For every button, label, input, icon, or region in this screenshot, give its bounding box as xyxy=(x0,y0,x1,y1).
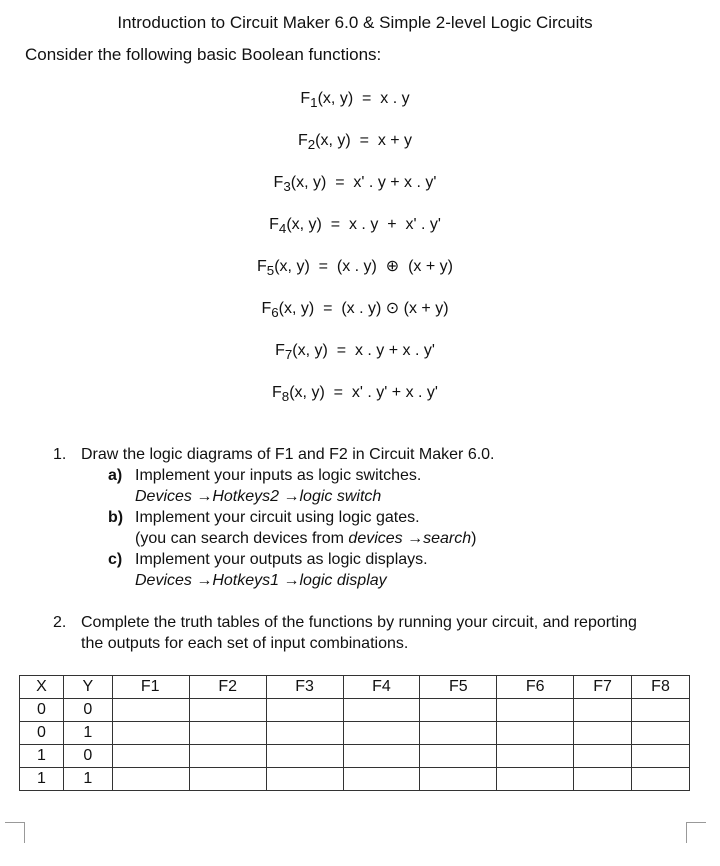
cell-f1 xyxy=(112,768,189,791)
function-2: $F_2(x$, y) = x + y xyxy=(297,132,413,153)
cell-f1 xyxy=(112,699,189,722)
header-x: X xyxy=(20,676,64,699)
header-f3: F3 xyxy=(266,676,343,699)
cell-f1 xyxy=(112,722,189,745)
cell-x: 0 xyxy=(20,699,64,722)
item-line: Implement your inputs as logic switches. xyxy=(135,467,422,484)
cell-f6 xyxy=(497,722,574,745)
cell-f5 xyxy=(420,699,497,722)
header-f7: F7 xyxy=(574,676,632,699)
function-1: $F_1(x$, y) = x . y xyxy=(300,90,410,111)
question-1-text: Draw the logic diagrams of F1 and F2 in Circuit Maker 6.0. xyxy=(81,446,495,463)
function-list xyxy=(0,86,710,422)
cell-f3 xyxy=(266,699,343,722)
cell-f2 xyxy=(189,699,266,722)
cell-f7 xyxy=(574,699,632,722)
cell-f7 xyxy=(574,768,632,791)
cell-f2 xyxy=(189,768,266,791)
function-7: $F_7(x$, y) = x . y + x . y' xyxy=(275,342,435,363)
cell-y: 0 xyxy=(63,699,112,722)
cell-f8 xyxy=(632,722,690,745)
cell-f4 xyxy=(343,699,420,722)
cell-f4 xyxy=(343,745,420,768)
cell-f3 xyxy=(266,745,343,768)
cell-f5 xyxy=(420,768,497,791)
header-y: Y xyxy=(63,676,112,699)
question-1-number: 1. xyxy=(53,446,67,463)
table-header-row xyxy=(20,676,690,699)
cell-f6 xyxy=(497,768,574,791)
cell-x: 1 xyxy=(20,745,64,768)
table-row xyxy=(20,745,690,768)
header-f4: F4 xyxy=(343,676,420,699)
item-letter: a) xyxy=(108,467,123,484)
header-f5: F5 xyxy=(420,676,497,699)
question-2-text: Complete the truth tables of the functions by running your circuit, and reporting the outputs for each set of input combinations. xyxy=(81,614,637,652)
item-line: Implement your circuit using logic gates. xyxy=(135,509,420,526)
item-path: Devices →Hotkeys1 →logic display xyxy=(135,572,387,589)
function-6: $F_6(x$, y) = (x . y) ⊙ (x + y) xyxy=(261,300,449,321)
cell-f3 xyxy=(266,768,343,791)
page-corner-mark-right xyxy=(686,822,706,843)
header-f1: F1 xyxy=(112,676,189,699)
cell-f7 xyxy=(574,722,632,745)
cell-f2 xyxy=(189,745,266,768)
cell-x: 1 xyxy=(20,768,64,791)
cell-y: 1 xyxy=(63,722,112,745)
cell-y: 0 xyxy=(63,745,112,768)
cell-f5 xyxy=(420,745,497,768)
header-f6: F6 xyxy=(497,676,574,699)
header-f2: F2 xyxy=(189,676,266,699)
cell-f3 xyxy=(266,722,343,745)
cell-f4 xyxy=(343,722,420,745)
cell-f5 xyxy=(420,722,497,745)
table-row xyxy=(20,722,690,745)
cell-x: 0 xyxy=(20,722,64,745)
item-letter: b) xyxy=(108,509,124,526)
item-letter: c) xyxy=(108,551,123,568)
question-2-number: 2. xyxy=(53,614,67,631)
item-note: (you can search devices from devices →search) xyxy=(135,530,477,547)
function-8: $F_8(x$, y) = x' . y' + x . y' xyxy=(272,384,438,405)
intro-text: Consider the following basic Boolean functions: xyxy=(25,45,382,64)
cell-f2 xyxy=(189,722,266,745)
cell-f7 xyxy=(574,745,632,768)
page-title: Introduction to Circuit Maker 6.0 & Simple 2-level Logic Circuits xyxy=(117,13,593,32)
cell-f6 xyxy=(497,699,574,722)
header-f8: F8 xyxy=(632,676,690,699)
item-path: Devices →Hotkeys2 →logic switch xyxy=(135,488,382,505)
item-line: Implement your outputs as logic displays. xyxy=(135,551,428,568)
cell-f4 xyxy=(343,768,420,791)
function-5: $F_5(x$, y) = (x . y) ⊕ (x + y) xyxy=(257,258,453,279)
cell-f8 xyxy=(632,745,690,768)
truth-table xyxy=(19,675,690,791)
cell-f8 xyxy=(632,699,690,722)
table-row xyxy=(20,699,690,722)
table-row xyxy=(20,768,690,791)
function-4: $F_4(x$, y) = x . y + x' . y' xyxy=(269,216,441,237)
cell-f8 xyxy=(632,768,690,791)
cell-f1 xyxy=(112,745,189,768)
function-3: $F_3(x$, y) = x' . y + x . y' xyxy=(273,174,437,195)
page-corner-mark-left xyxy=(5,822,25,843)
cell-y: 1 xyxy=(63,768,112,791)
cell-f6 xyxy=(497,745,574,768)
